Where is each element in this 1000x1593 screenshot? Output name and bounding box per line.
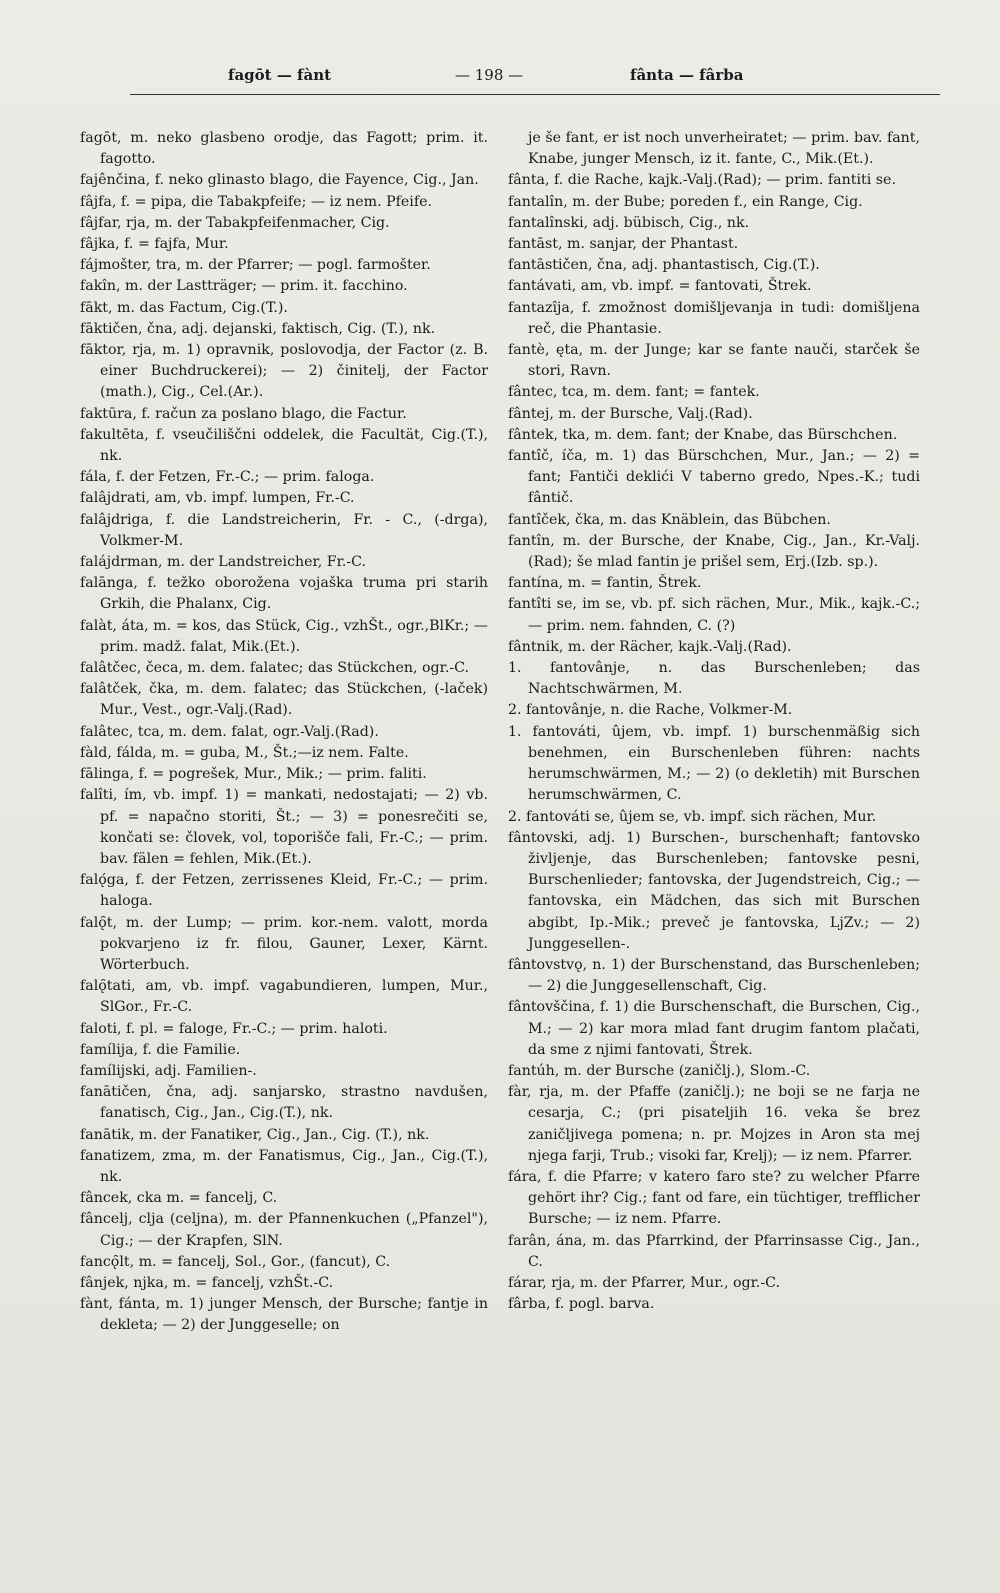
dictionary-entry: falâjdrati, am, vb. impf. lumpen, Fr.-C. [80, 490, 355, 507]
dictionary-entry: faloti, f. pl. = faloge, Fr.-C.; — prim. haloti. [80, 1020, 388, 1037]
dictionary-entry: fālinga, f. = pogrešek, Mur., Mik.; — prim. faliti. [80, 766, 427, 783]
dictionary-entry: falâtček, čka, m. dem. falatec; das Stückchen, (-laček) Mur., Vest., ogr.-Valj.(Rad). [80, 681, 488, 719]
dictionary-entry: fantalîn, m. der Bube; poreden f., ein Range, Cig. [508, 193, 863, 210]
dictionary-entry: fantazîja, f. zmožnost domišljevanja in tudi: domišljena reč, die Phantasie. [508, 299, 920, 337]
dictionary-entry: fakîn, m. der Lastträger; — prim. it. facchino. [80, 278, 408, 295]
dictionary-entry: famílijski, adj. Familien-. [80, 1062, 257, 1079]
dictionary-entry: fantína, m. = fantin, Štrek. [508, 575, 702, 592]
dictionary-entry: fâjka, f. = fajfa, Mur. [80, 236, 229, 253]
dictionary-entry: farân, ána, m. das Pfarrkind, der Pfarrinsasse Cig., Jan., C. [508, 1232, 920, 1270]
dictionary-entry: fânjek, njka, m. = fancelj, vzhŠt.-C. [80, 1274, 334, 1291]
dictionary-entry: fantîček, čka, m. das Knäblein, das Bübchen. [508, 511, 831, 528]
dictionary-entry: fâjfa, f. = pipa, die Tabakpfeife; — iz nem. Pfeife. [80, 193, 432, 210]
dictionary-entry: 2. fantováti se, ûjem se, vb. impf. sich rächen, Mur. [508, 808, 877, 825]
dictionary-entry: fântovski, adj. 1) Burschen-, burschenhaft; fantovsko življenje, das Burschenleben; fantovske pesni, Burschenlieder; fantovska, der Jugendstreich, Cig.; — fantovska, ein Mädchen, das sich mit Burschen abgibt, Ip.-Mik.; preveč je fantovska, LjZv.; — 2) Junggesellen-. [508, 829, 920, 952]
header-left-guideword: fagōt — fànt [228, 66, 332, 84]
dictionary-entry: fára, f. die Pfarre; v katero faro ste? zu welcher Pfarre gehört ihr? Cig.; fant od fare, ein tüchtiger, trefflicher Bursche; — iz nem. Pfarre. [508, 1168, 920, 1228]
dictionary-entry: fantîč, íča, m. 1) das Bürschchen, Mur., Jan.; — 2) = fant; Fantiči deklići V taberno gredo, Npes.-K.; tudi fântič. [508, 448, 920, 507]
dictionary-entry: fântec, tca, m. dem. fant; = fantek. [508, 384, 760, 401]
dictionary-entry: fântnik, m. der Rächer, kajk.-Valj.(Rad). [508, 638, 792, 655]
running-header [0, 63, 1000, 91]
dictionary-entry: fajênčina, f. neko glinasto blago, die Fayence, Cig., Jan. [80, 172, 479, 189]
dictionary-entry: fāktor, rja, m. 1) opravnik, poslovodja, der Factor (z. B. einer Buchdruckerei); — 2) činitelj, der Factor (math.), Cig., Cel.(Ar.). [80, 342, 488, 401]
dictionary-entry: fàld, fálda, m. = guba, M., Št.;—iz nem. Falte. [80, 744, 409, 761]
dictionary-entry: fàr, rja, m. der Pfaffe (zaničlj.); ne boji se ne farja ne cesarja, C.; (pri pisateljih 16. veka še brez zaničljivega pomena; n. pr. Mojzes in Aron sta mej njega farji, Trub.; visoki far, Krelj); — iz nem. Pfarrer. [508, 1084, 920, 1164]
dictionary-entry: falǫ̑t, m. der Lump; — prim. kor.-nem. valott, morda pokvarjeno iz fr. filou, Gauner, Lexer, Kärnt. Wörterbuch. [80, 914, 488, 973]
dictionary-entry: fancǫ̑lt, m. = fancelj, Sol., Gor., (fancut), C. [80, 1253, 391, 1270]
dictionary-entry: falájdrman, m. der Landstreicher, Fr.-C. [80, 554, 367, 571]
dictionary-entry: fāktičen, čna, adj. dejanski, faktisch, Cig. (T.), nk. [80, 320, 436, 337]
dictionary-entry: fantè, ęta, m. der Junge; kar se fante nauči, starček še stori, Ravn. [508, 342, 920, 380]
left-column [80, 128, 488, 1337]
dictionary-entry: faktūra, f. račun za poslano blago, die Factur. [80, 405, 407, 422]
dictionary-entry: fakultēta, f. vseučiliščni oddelek, die Facultät, Cig.(T.), nk. [80, 426, 488, 465]
page-number: — 198 — [455, 66, 524, 84]
dictionary-entry: falǫ́ga, f. der Fetzen, zerrissenes Kleid, Fr.-C.; — prim. haloga. [80, 872, 488, 910]
dictionary-entry: falàt, áta, m. = kos, das Stück, Cig., vzhŠt., ogr.,BlKr.; — prim. madž. falat, Mik.(Et.). [80, 617, 488, 655]
dictionary-entry: 1. fantovânje, n. das Burschenleben; das Nachtschwärmen, M. [508, 660, 920, 698]
dictionary-entry: fála, f. der Fetzen, Fr.-C.; — prim. faloga. [80, 469, 375, 486]
dictionary-entry: fâncelj, clja (celjna), m. der Pfannenkuchen („Pfanzel"), Cig.; — der Krapfen, SlN. [80, 1211, 488, 1249]
dictionary-entry: fagōt, m. neko glasbeno orodje, das Fagott; prim. it. fagotto. [80, 130, 488, 168]
dictionary-entry: fantalînski, adj. bübisch, Cig., nk. [508, 214, 750, 231]
dictionary-entry: 1. fantováti, ûjem, vb. impf. 1) burschenmäßig sich benehmen, ein Burschenleben führen: nachts herumschwärmen, M.; — 2) (o dekletih) mit Burschen herumschwärmen, C. [508, 723, 920, 804]
header-rule [130, 94, 940, 95]
dictionary-entry: fànt, fánta, m. 1) junger Mensch, der Bursche; fantje in dekleta; — 2) der Junggeselle; on [80, 1296, 488, 1334]
dictionary-entry: fantîn, m. der Bursche, der Knabe, Cig., Jan., Kr.-Valj.(Rad); še mlad fantin je prišel sem, Erj.(Izb. sp.). [508, 532, 920, 571]
dictionary-entry: fârba, f. pogl. barva. [508, 1296, 655, 1313]
right-column [508, 128, 920, 1315]
dictionary-entry: falâtec, tca, m. dem. falat, ogr.-Valj.(Rad). [80, 723, 379, 740]
dictionary-entry: fanātik, m. der Fanatiker, Cig., Jan., Cig. (T.), nk. [80, 1126, 430, 1143]
dictionary-entry: falâtčec, čeca, m. dem. falatec; das Stückchen, ogr.-C. [80, 660, 470, 677]
dictionary-entry: fâjfar, rja, m. der Tabakpfeifenmacher, Cig. [80, 214, 390, 231]
dictionary-entry: fájmošter, tra, m. der Pfarrer; — pogl. farmošter. [80, 257, 431, 274]
dictionary-entry: je še fant, er ist noch unverheiratet; — prim. bav. fant, Knabe, junger Mensch, iz it. fante, C., Mik.(Et.). [528, 130, 920, 168]
dictionary-entry: fárar, rja, m. der Pfarrer, Mur., ogr.-C. [508, 1274, 780, 1291]
dictionary-entry: fantîti se, im se, vb. pf. sich rächen, Mur., Mik., kajk.-C.; — prim. nem. fahnden, C. (?) [508, 596, 920, 634]
dictionary-entry: fântej, m. der Bursche, Valj.(Rad). [508, 405, 753, 422]
dictionary-entry: falîti, ím, vb. impf. 1) = mankati, nedostajati; — 2) vb. pf. = napačno storiti, Št.; — 3) = ponesrečiti se, končati se: človek, vol, toporišče fali, Fr.-C.; — prim. bav. fälen = fehlen, Mik.(Et.). [80, 787, 488, 867]
dictionary-entry: fântovstvǫ, n. 1) der Burschenstand, das Burschenleben; — 2) die Junggesellenschaft, Cig. [508, 956, 920, 995]
dictionary-entry: fantāstičen, čna, adj. phantastisch, Cig.(T.). [508, 257, 820, 274]
dictionary-entry: fâncek, cka m. = fancelj, C. [80, 1190, 278, 1207]
header-right-guideword: fânta — fârba [630, 66, 744, 84]
dictionary-entry: famílija, f. die Familie. [80, 1041, 241, 1058]
dictionary-entry: fântek, tka, m. dem. fant; der Knabe, das Bürschchen. [508, 426, 898, 443]
dictionary-entry: fanātičen, čna, adj. sanjarsko, strastno navdušen, fanatisch, Cig., Jan., Cig.(T.), nk. [80, 1084, 488, 1122]
dictionary-entry: fantúh, m. der Bursche (zaničlj.), Slom.-C. [508, 1062, 811, 1079]
dictionary-entry: falâjdriga, f. die Landstreicherin, Fr. - C., (-drga), Volkmer-M. [80, 511, 488, 549]
dictionary-entry: fânta, f. die Rache, kajk.-Valj.(Rad); — prim. fantiti se. [508, 172, 896, 189]
dictionary-entry: fantávati, am, vb. impf. = fantovati, Štrek. [508, 278, 812, 295]
dictionary-entry: fântovščina, f. 1) die Burschenschaft, die Burschen, Cig., M.; — 2) kar mora mlad fant drugim fantom plačati, da sme z njimi fantovati, Štrek. [508, 999, 920, 1058]
dictionary-entry: fanatizem, zma, m. der Fanatismus, Cig., Jan., Cig.(T.), nk. [80, 1147, 488, 1185]
dictionary-entry: fākt, m. das Factum, Cig.(T.). [80, 299, 288, 316]
dictionary-entry: falānga, f. težko oborožena vojaška truma pri starih Grkih, die Phalanx, Cig. [80, 575, 488, 613]
dictionary-entry: 2. fantovânje, n. die Rache, Volkmer-M. [508, 702, 793, 719]
dictionary-entry: falǫ̑tati, am, vb. impf. vagabundieren, lumpen, Mur., SlGor., Fr.-C. [80, 978, 488, 1016]
dictionary-entry: fantāst, m. sanjar, der Phantast. [508, 236, 739, 253]
